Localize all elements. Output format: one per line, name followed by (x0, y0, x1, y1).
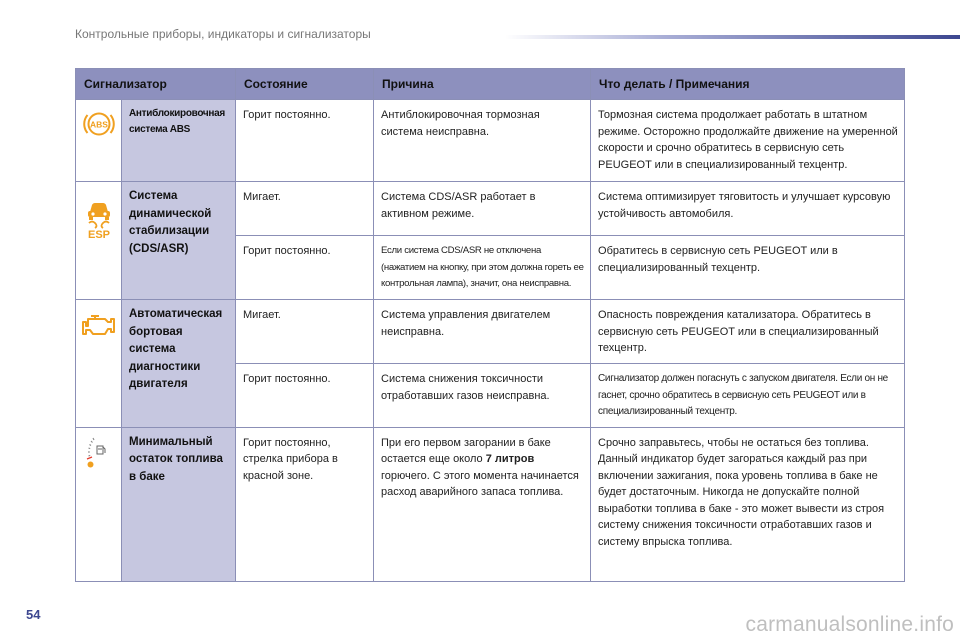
engine-steady-cause: Система снижения токсичности отработавших газов неисправна. (374, 364, 591, 428)
engine-flashing-state: Мигает. (236, 300, 374, 364)
table-row-abs (76, 100, 905, 182)
page-number: 54 (26, 607, 41, 622)
table-header-row (76, 69, 905, 100)
fuel-cause-after: горючего. С этого момента начинается расход аварийного запаса топлива. (381, 469, 579, 498)
col-header-state: Состояние (236, 69, 374, 100)
fuel-cause (374, 427, 591, 581)
table-row-fuel (76, 427, 905, 581)
esp-name: Система динамической стабилизации (CDS/ASR) (122, 182, 236, 300)
abs-action: Тормозная система продолжает работать в штатном режиме. Осторожно продолжайте движение на умеренной скорости и срочно обратитесь в сервисную сеть PEUGEOT или в специализированный техцентр. (591, 100, 905, 182)
esp-skid-icon (81, 194, 117, 240)
engine-check-icon (81, 310, 117, 338)
engine-flashing-cause: Система управления двигателем неисправна. (374, 300, 591, 364)
fuel-action: Срочно заправьтесь, чтобы не остаться без топлива. Данный индикатор будет загораться каждый раз при включении зажигания, пока уровень топлива в баке не будет достаточным. Никогда не допускайте полной выработки топлива в баке - это может вывести из строя систему снижения токсичности отработавших газов и систему впрыска топлива. (591, 427, 905, 581)
col-header-cause: Причина (374, 69, 591, 100)
fuel-icon-cell (76, 427, 122, 581)
col-header-indicator: Сигнализатор (76, 69, 236, 100)
fuel-state: Горит постоянно, стрелка прибора в красной зоне. (236, 427, 374, 581)
esp-flashing-cause: Система CDS/ASR работает в активном режиме. (374, 182, 591, 236)
fuel-cause-bold: 7 литров (485, 453, 535, 465)
warning-lights-table (75, 68, 905, 582)
engine-icon-cell (76, 300, 122, 428)
engine-flashing-action: Опасность повреждения катализатора. Обратитесь в сервисную сеть PEUGEOT или в специализированный техцентр. (591, 300, 905, 364)
fuel-gauge-icon (81, 434, 117, 474)
engine-steady-state: Горит постоянно. (236, 364, 374, 428)
abs-cause: Антиблокировочная тормозная система неисправна. (374, 100, 591, 182)
esp-steady-action: Обратитесь в сервисную сеть PEUGEOT или в специализированный техцентр. (591, 236, 905, 300)
esp-icon-label: ESP (87, 229, 110, 240)
abs-name: Антиблокировочная система ABS (122, 100, 236, 182)
header-decor-bar (505, 35, 960, 39)
table-row-engine-flashing (76, 300, 905, 364)
esp-icon-cell (76, 182, 122, 300)
esp-flashing-state: Мигает. (236, 182, 374, 236)
abs-icon-cell (76, 100, 122, 182)
engine-steady-action: Сигнализатор должен погаснуть с запуском двигателя. Если он не гаснет, срочно обратитесь в сервисную сеть PEUGEOT или в специализированный техцентр. (591, 364, 905, 428)
fuel-name: Минимальный остаток топлива в баке (122, 427, 236, 581)
svg-text:ABS: ABS (89, 119, 108, 130)
abs-warning-icon (81, 108, 117, 140)
col-header-action: Что делать / Примечания (591, 69, 905, 100)
fuel-cause-before: При его первом загорании в баке остается еще около (381, 436, 551, 465)
esp-steady-state: Горит постоянно. (236, 236, 374, 300)
abs-state: Горит постоянно. (236, 100, 374, 182)
table-row-esp-flashing (76, 182, 905, 236)
esp-steady-cause: Если система CDS/ASR не отключена (нажатием на кнопку, при этом должна гореть ее контрольная лампа), значит, она неисправна. (374, 236, 591, 300)
esp-flashing-action: Система оптимизирует тяговитость и улучшает курсовую устойчивость автомобиля. (591, 182, 905, 236)
page-header-title: Контрольные приборы, индикаторы и сигнализаторы (75, 27, 371, 41)
watermark-text: carmanualsonline.info (745, 613, 954, 636)
engine-name: Автоматическая бортовая система диагностики двигателя (122, 300, 236, 428)
